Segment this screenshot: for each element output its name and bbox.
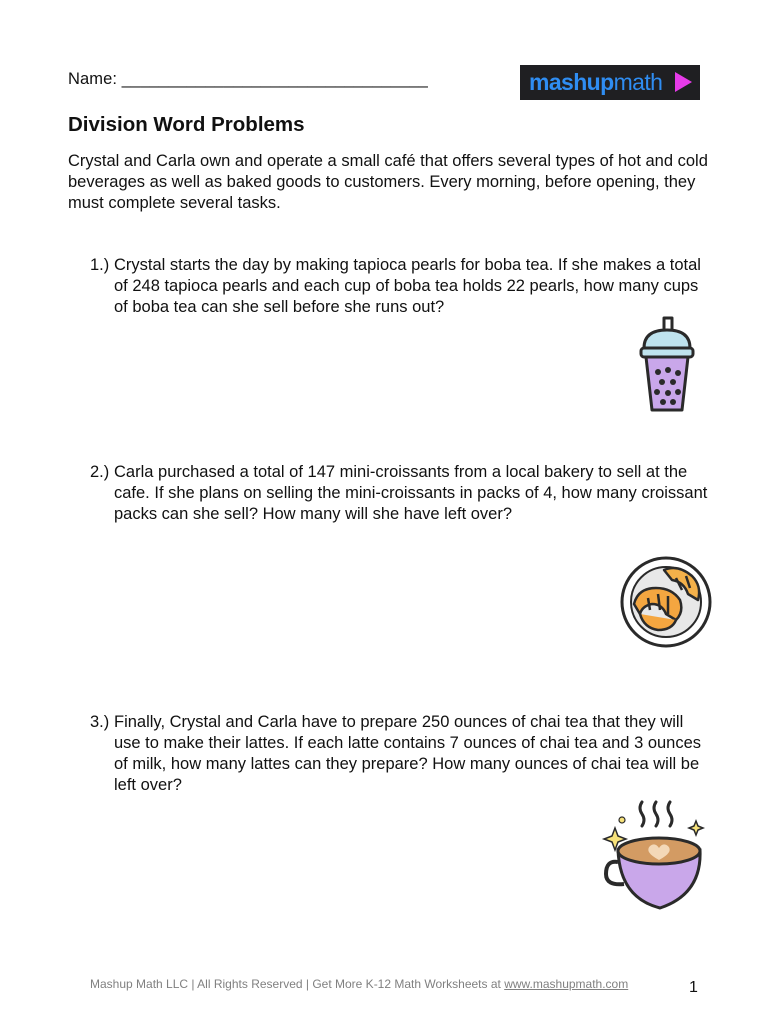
logo-text-math: math [613, 69, 663, 95]
croissant-plate-icon [618, 554, 714, 650]
problem-number: 1.) [90, 256, 110, 274]
problem-text: Carla purchased a total of 147 mini-croissants from a local bakery to sell at the cafe. If she plans on selling the mini-croissants in packs of 4, how many croissant packs can she sell? How many will she have left over? [114, 463, 708, 523]
boba-tea-icon [632, 316, 702, 416]
logo-text-mashup: mashup [529, 69, 614, 95]
problem-text: Finally, Crystal and Carla have to prepare 250 ounces of chai tea that they will use to make their lattes. If each latte contains 7 ounces of chai tea and 3 ounces of milk, how many lattes can they prepare? How many ounces of chai tea will be left over? [114, 713, 702, 794]
mashup-math-logo [520, 65, 700, 100]
latte-cup-icon [598, 798, 708, 914]
intro-paragraph: Crystal and Carla own and operate a small café that offers several types of hot and cold beverages as well as baked goods to customers. Every morning, before opening, they must complete several tasks. [68, 152, 708, 212]
play-icon [675, 72, 692, 92]
problem-2 [90, 462, 710, 525]
footer [90, 977, 628, 991]
website-link[interactable]: www.mashupmath.com [504, 977, 629, 991]
page-number: 1 [689, 979, 698, 996]
problem-3 [90, 712, 710, 796]
problem-number: 2.) [90, 463, 110, 481]
problem-text: Crystal starts the day by making tapioca pearls for boba tea. If she makes a total of 248 tapioca pearls and each cup of boba tea holds 22 pearls, how many cups of boba tea can she sell before she runs out? [114, 256, 701, 316]
problem-number: 3.) [90, 713, 110, 731]
footer-text: Mashup Math LLC | All Rights Reserved | Get More K-12 Math Worksheets at [90, 977, 505, 991]
name-field-label: Name: _________________________________ [68, 70, 428, 88]
page-title: Division Word Problems [68, 113, 305, 136]
problem-1 [90, 255, 710, 318]
